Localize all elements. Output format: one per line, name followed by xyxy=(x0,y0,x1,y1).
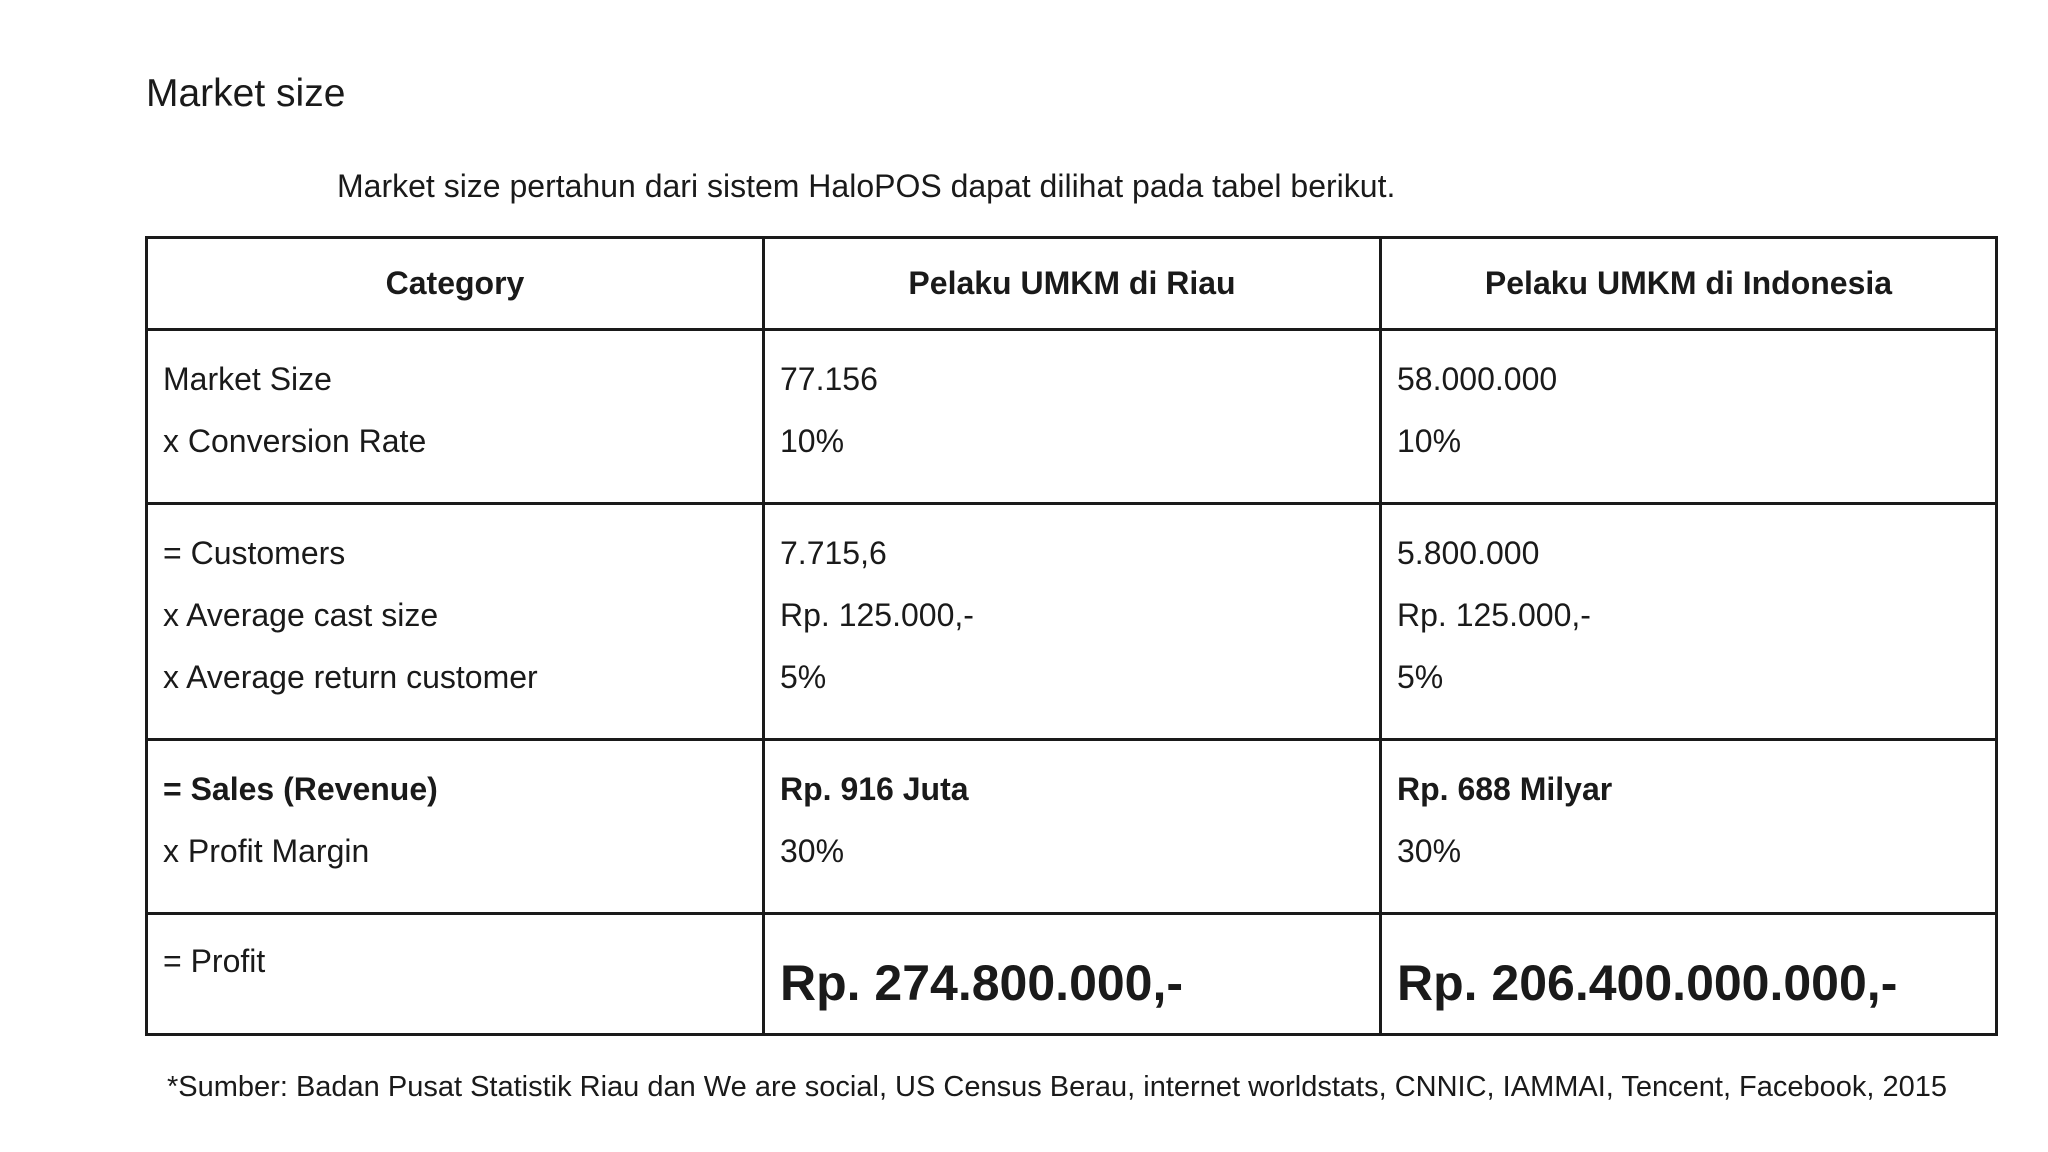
indonesia-cell xyxy=(1381,504,1997,740)
category-label: x Conversion Rate xyxy=(163,423,427,459)
category-label: x Average cast size xyxy=(163,597,439,633)
category-cell xyxy=(147,504,764,740)
category-label: = Sales (Revenue) xyxy=(163,771,438,807)
riau-value: 5% xyxy=(780,659,827,695)
table-row xyxy=(147,740,1997,914)
riau-value: 10% xyxy=(780,423,845,459)
market-size-table xyxy=(145,236,1998,1036)
intro-paragraph: Market size pertahun dari sistem HaloPOS dapat dilihat pada tabel berikut. xyxy=(337,168,1396,204)
indonesia-cell xyxy=(1381,740,1997,914)
category-cell xyxy=(147,914,764,1035)
riau-cell xyxy=(764,914,1381,1035)
indonesia-value: 5.800.000 xyxy=(1397,535,1540,571)
indonesia-cell xyxy=(1381,914,1997,1035)
indonesia-profit-value: Rp. 206.400.000.000,- xyxy=(1397,955,1898,1011)
category-cell xyxy=(147,330,764,504)
riau-value: 7.715,6 xyxy=(780,535,887,571)
category-label: x Average return customer xyxy=(163,659,538,695)
indonesia-value: 30% xyxy=(1397,833,1462,869)
riau-cell xyxy=(764,330,1381,504)
category-cell xyxy=(147,740,764,914)
riau-value: Rp. 916 Juta xyxy=(780,771,969,807)
riau-cell xyxy=(764,504,1381,740)
riau-cell xyxy=(764,740,1381,914)
source-note: *Sumber: Badan Pusat Statistik Riau dan We are social, US Census Berau, internet worldstats, CNNIC, IAMMAI, Tencent, Facebook, 2015 xyxy=(167,1071,1948,1103)
table-header-row xyxy=(147,238,1997,330)
category-label: x Profit Margin xyxy=(163,833,370,869)
section-heading: Market size xyxy=(146,72,346,115)
category-label: Market Size xyxy=(163,361,332,397)
header-indonesia: Pelaku UMKM di Indonesia xyxy=(1381,238,1997,330)
indonesia-value: 10% xyxy=(1397,423,1462,459)
indonesia-cell xyxy=(1381,330,1997,504)
indonesia-value: 58.000.000 xyxy=(1397,361,1558,397)
table-row xyxy=(147,330,1997,504)
riau-value: 30% xyxy=(780,833,845,869)
header-category: Category xyxy=(147,238,764,330)
category-label: = Customers xyxy=(163,535,346,571)
category-label: = Profit xyxy=(163,943,266,979)
indonesia-value: Rp. 688 Milyar xyxy=(1397,771,1613,807)
indonesia-value: 5% xyxy=(1397,659,1444,695)
riau-profit-value: Rp. 274.800.000,- xyxy=(780,955,1184,1011)
riau-value: 77.156 xyxy=(780,361,878,397)
header-riau: Pelaku UMKM di Riau xyxy=(764,238,1381,330)
riau-value: Rp. 125.000,- xyxy=(780,597,974,633)
table-row xyxy=(147,504,1997,740)
table-row xyxy=(147,914,1997,1035)
indonesia-value: Rp. 125.000,- xyxy=(1397,597,1591,633)
